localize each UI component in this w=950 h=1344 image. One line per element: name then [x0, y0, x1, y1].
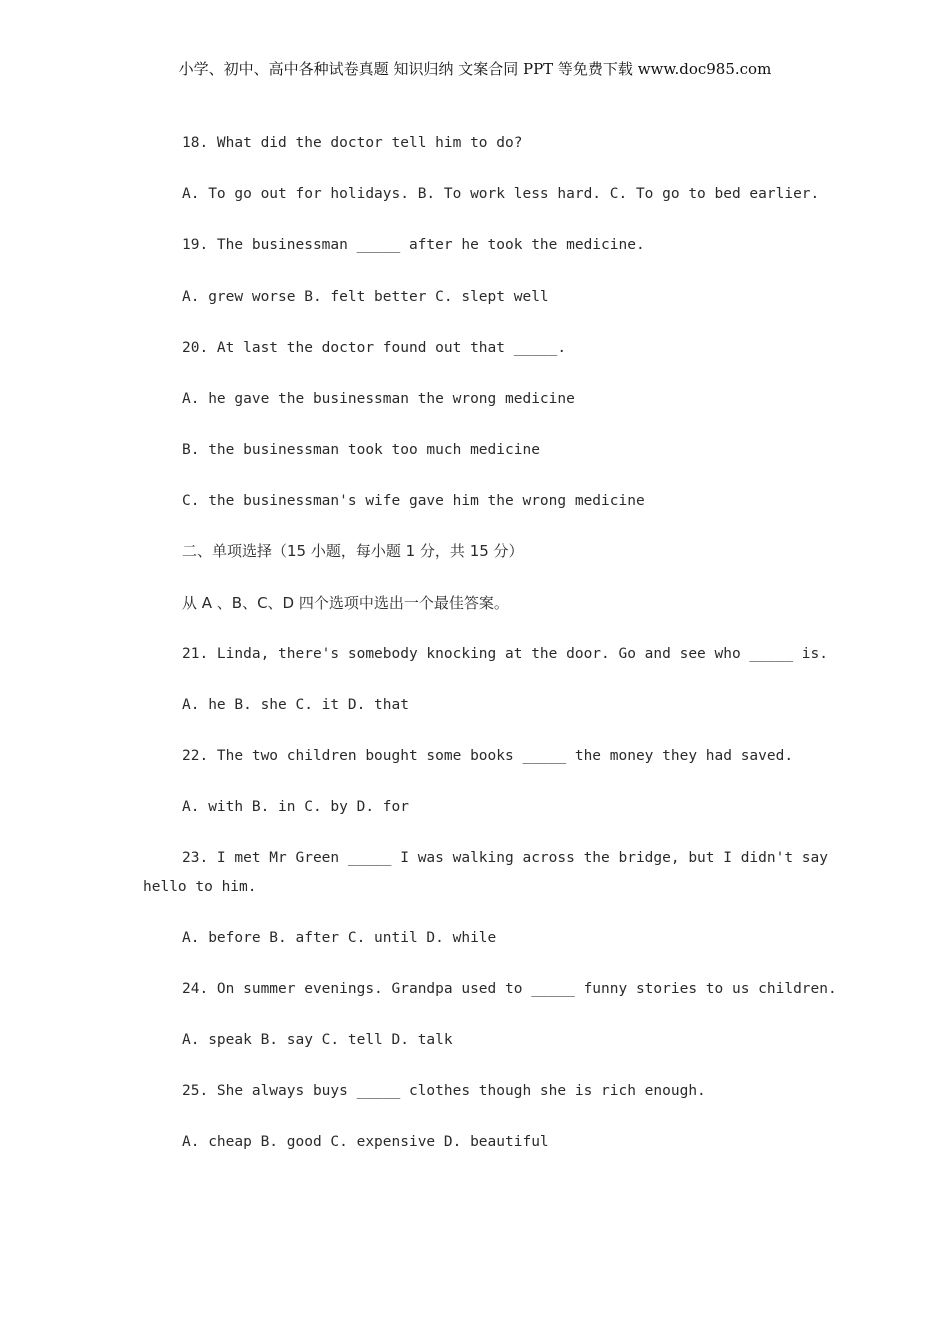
- question-20-option-b: B. the businessman took too much medicine: [182, 442, 540, 458]
- question-23: 23. I met Mr Green _____ I was walking across the bridge, but I didn't say: [182, 850, 829, 866]
- question-24: 24. On summer evenings. Grandpa used to _____ funny stories to us children.: [182, 981, 837, 997]
- question-19: 19. The businessman _____ after he took the medicine.: [182, 237, 645, 253]
- question-20: 20. At last the doctor found out that _____.: [182, 340, 567, 356]
- question-21-options: A. he B. she C. it D. that: [182, 697, 409, 713]
- question-20-option-c: C. the businessman's wife gave him the wrong medicine: [182, 493, 645, 509]
- question-19-options: A. grew worse B. felt better C. slept well: [182, 289, 549, 305]
- page-header: 小学、初中、高中各种试卷真题 知识归纳 文案合同 PPT 等免费下载 www.doc985.com: [178, 60, 772, 78]
- question-18: 18. What did the doctor tell him to do?: [182, 135, 523, 151]
- question-22-options: A. with B. in C. by D. for: [182, 799, 409, 815]
- section-instruction: 从 A 、B、C、D 四个选项中选出一个最佳答案。: [182, 594, 509, 612]
- section-title: 二、单项选择（15 小题，每小题 1 分，共 15 分）: [182, 542, 524, 560]
- question-23-continued: hello to him.: [143, 879, 257, 895]
- question-25-options: A. cheap B. good C. expensive D. beautiful: [182, 1134, 549, 1150]
- question-23-options: A. before B. after C. until D. while: [182, 930, 497, 946]
- question-20-option-a: A. he gave the businessman the wrong medicine: [182, 391, 575, 407]
- question-25: 25. She always buys _____ clothes though she is rich enough.: [182, 1083, 706, 1099]
- question-21: 21. Linda, there's somebody knocking at the door. Go and see who _____ is.: [182, 646, 829, 662]
- question-18-options: A. To go out for holidays. B. To work less hard. C. To go to bed earlier.: [182, 186, 820, 202]
- question-22: 22. The two children bought some books _____ the money they had saved.: [182, 748, 794, 764]
- question-24-options: A. speak B. say C. tell D. talk: [182, 1032, 453, 1048]
